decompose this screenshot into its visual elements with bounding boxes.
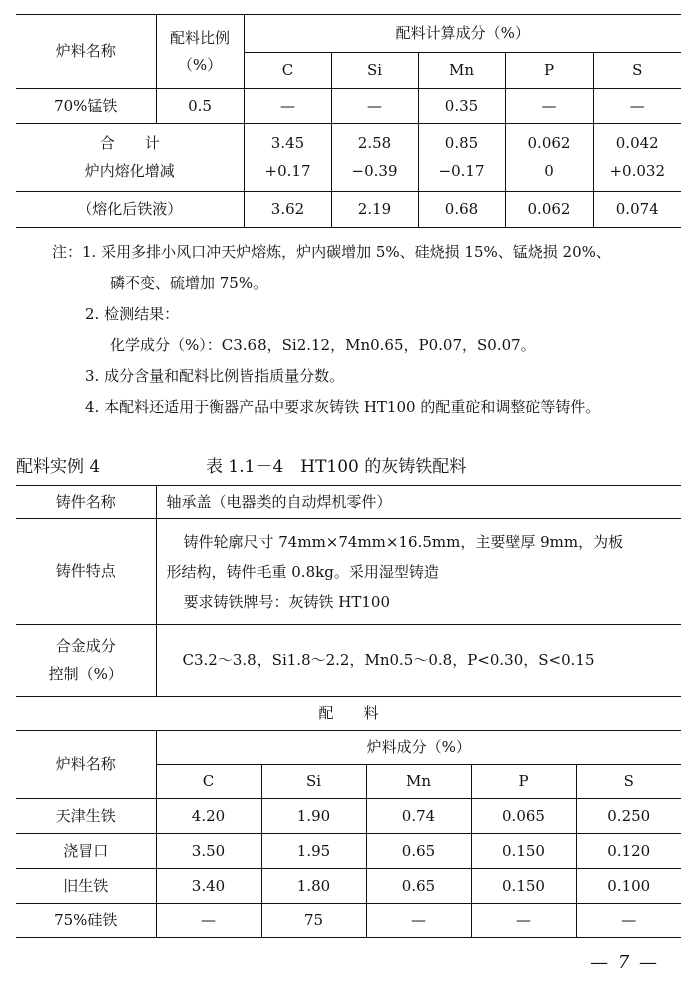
casting-charge-table [16, 485, 681, 938]
value-c: 4.20 [156, 799, 261, 834]
header-element-si: Si [261, 765, 366, 799]
value-c: 3.45 +0.17 [244, 124, 331, 192]
value-p: 0.150 [471, 834, 576, 869]
header-material-composition: 炉料成分（%） [156, 731, 681, 765]
header-calc-composition: 配料计算成分（%） [244, 15, 681, 53]
table-row [16, 89, 681, 124]
value-si: — [331, 89, 418, 124]
value-c: 3.62 [244, 192, 331, 228]
notes [52, 237, 682, 423]
alloy-control-value: C3.2～3.8，Si1.8～2.2，Mn0.5～0.8，P<0.30，S<0.15 [156, 625, 681, 697]
molten-label: （熔化后铁液） [16, 192, 244, 228]
value-si: 75 [261, 904, 366, 938]
material-name: 70%锰铁 [16, 89, 156, 124]
value-p: — [471, 904, 576, 938]
table-row [16, 834, 681, 869]
value-si: 1.90 [261, 799, 366, 834]
material-name: 75%硅铁 [16, 904, 156, 938]
header-element-s: S [576, 765, 681, 799]
table-row [16, 799, 681, 834]
section-heading [16, 450, 681, 478]
total-and-change-row [16, 124, 681, 192]
value-s: 0.120 [576, 834, 681, 869]
value-mn: 0.35 [418, 89, 505, 124]
value-si: 1.80 [261, 869, 366, 904]
note-2-detail: 化学成分（%）：C3.68，Si2.12，Mn0.65，P0.07，S0.07。 [110, 336, 536, 354]
header-element-c: C [244, 53, 331, 89]
value-si: 2.58 −0.39 [331, 124, 418, 192]
value-mn: 0.65 [366, 869, 471, 904]
value-c: 3.50 [156, 834, 261, 869]
page-number: — 7 — [590, 952, 659, 973]
header-material-name: 炉料名称 [16, 15, 156, 89]
alloy-control-label: 合金成分 控制（%） [16, 625, 156, 697]
casting-feature-label: 铸件特点 [16, 519, 156, 625]
charge-section-label: 配 料 [16, 697, 681, 731]
value-c: 3.40 [156, 869, 261, 904]
header-element-mn: Mn [366, 765, 471, 799]
value-s: 0.042 +0.032 [593, 124, 681, 192]
value-mn: 0.68 [418, 192, 505, 228]
value-mn: — [366, 904, 471, 938]
material-name: 浇冒口 [16, 834, 156, 869]
material-name: 旧生铁 [16, 869, 156, 904]
header-element-si: Si [331, 53, 418, 89]
total-change-labels: 合 计 炉内熔化增减 [16, 124, 244, 192]
value-s: 0.074 [593, 192, 681, 228]
value-mn: 0.65 [366, 834, 471, 869]
value-p: 0.062 [505, 192, 593, 228]
value-p: 0.150 [471, 869, 576, 904]
header-element-c: C [156, 765, 261, 799]
example-label: 配料实例 4 [16, 457, 101, 477]
value-s: 0.250 [576, 799, 681, 834]
value-mn: 0.74 [366, 799, 471, 834]
table-title: 表 1.1－4 HT100 的灰铸铁配料 [206, 457, 467, 477]
casting-feature: 铸件轮廓尺寸 74mm×74mm×16.5mm，主要壁厚 9mm，为板 形结构，铸件毛重 0.8kg。采用湿型铸造 要求铸铁牌号：灰铸铁 HT100 [156, 519, 681, 625]
material-ratio: 0.5 [156, 89, 244, 124]
header-material-name: 炉料名称 [16, 731, 156, 799]
value-si: 1.95 [261, 834, 366, 869]
value-c: — [244, 89, 331, 124]
table-row [16, 904, 681, 938]
material-name: 天津生铁 [16, 799, 156, 834]
note-1: 注：1. 采用多排小风口冲天炉熔炼，炉内碳增加 5%、硅烧损 15%、锰烧损 20%、 [52, 243, 611, 261]
note-4: 4. 本配料还适用于衡器产品中要求灰铸铁 HT100 的配重砣和调整砣等铸件。 [85, 398, 601, 416]
value-s: — [593, 89, 681, 124]
header-element-mn: Mn [418, 53, 505, 89]
note-2: 2. 检测结果： [85, 305, 180, 323]
casting-name-label: 铸件名称 [16, 486, 156, 519]
header-element-s: S [593, 53, 681, 89]
value-s: — [576, 904, 681, 938]
charge-calculation-table [16, 14, 681, 228]
note-1-cont: 磷不变、硫增加 75%。 [110, 274, 269, 292]
value-mn: 0.85 −0.17 [418, 124, 505, 192]
value-p: — [505, 89, 593, 124]
casting-name: 轴承盖（电器类的自动焊机零件） [156, 486, 681, 519]
value-p: 0.065 [471, 799, 576, 834]
value-c: — [156, 904, 261, 938]
value-p: 0.062 0 [505, 124, 593, 192]
header-ratio: 配料比例 （%） [156, 15, 244, 89]
header-element-p: P [505, 53, 593, 89]
table-row [16, 869, 681, 904]
molten-iron-row [16, 192, 681, 228]
header-element-p: P [471, 765, 576, 799]
value-si: 2.19 [331, 192, 418, 228]
value-s: 0.100 [576, 869, 681, 904]
note-3: 3. 成分含量和配料比例皆指质量分数。 [85, 367, 345, 385]
